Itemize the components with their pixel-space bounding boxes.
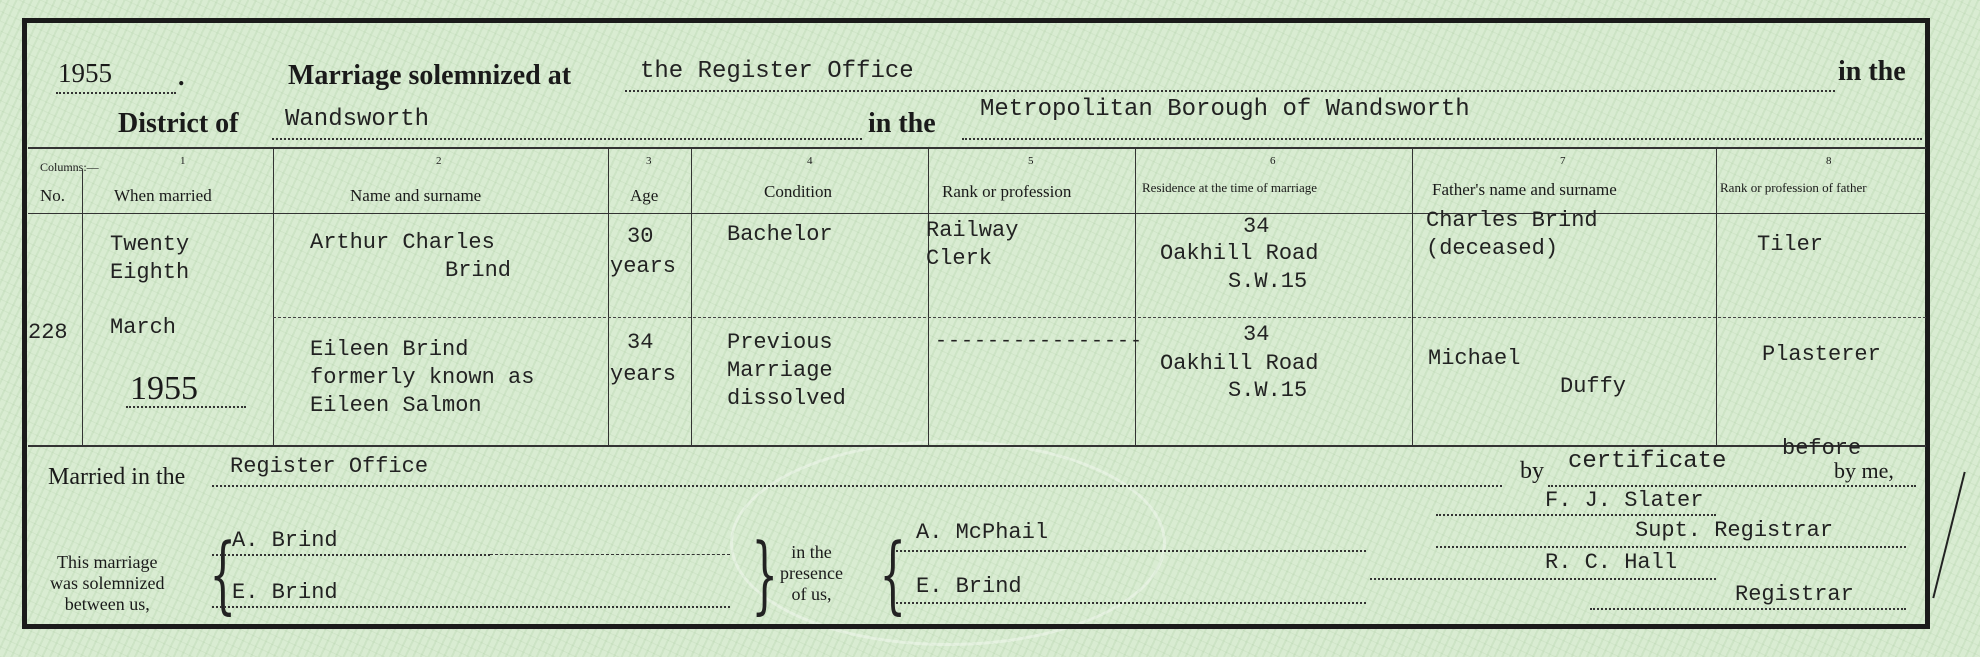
district-rule: [272, 138, 862, 140]
groom-father-line-2: (deceased): [1426, 236, 1559, 261]
bride-residence-line-3: S.W.15: [1228, 378, 1308, 403]
header-age: Age: [630, 186, 659, 205]
by-label: by: [1520, 458, 1544, 484]
row-divider: [273, 317, 1926, 318]
married-in-value: Register Office: [230, 454, 429, 479]
sig-groom-rule-extension: [490, 554, 730, 555]
solemnized-line-2: was solemnized: [50, 573, 165, 593]
sig-groom-rule: [212, 554, 490, 556]
married-in-rule: [212, 485, 1502, 487]
married-in-label: Married in the: [48, 464, 186, 490]
officer-1-name: F. J. Slater: [1545, 488, 1704, 513]
year-rule: [56, 92, 176, 94]
witness-1-rule: [896, 550, 1366, 552]
header-father-name: Father's name and surname: [1432, 180, 1617, 199]
officer-2-name: R. C. Hall: [1545, 550, 1678, 575]
bride-name-line-3: Eileen Salmon: [310, 393, 482, 418]
col-divider-5: [928, 147, 929, 445]
officer-1-title: Supt. Registrar: [1635, 518, 1834, 543]
column-number-2: 2: [436, 155, 442, 167]
columns-label: Columns:—: [40, 160, 99, 174]
col-divider-8: [1716, 147, 1717, 445]
entry-number: 228: [28, 320, 68, 345]
table-bottom-rule: [28, 445, 1926, 447]
witness-2: E. Brind: [916, 574, 1022, 599]
col-divider-7: [1412, 147, 1413, 445]
signature-groom: A. Brind: [232, 528, 338, 553]
col-divider-4: [691, 147, 692, 445]
by-me-label: by me,: [1834, 458, 1894, 483]
date-year: 1955: [130, 370, 198, 407]
in-the-label-2: in the: [868, 108, 936, 139]
bride-rank-dash: ----------------: [935, 330, 1144, 353]
column-number-5: 5: [1028, 155, 1034, 167]
bride-father-line-1: Michael: [1428, 346, 1521, 371]
presence-line-1: in the: [791, 542, 832, 562]
presence-line-3: of us,: [791, 584, 832, 604]
bride-father-line-2: Duffy: [1560, 374, 1627, 399]
signature-bride: E. Brind: [232, 580, 338, 605]
groom-age-unit: years: [610, 254, 677, 279]
groom-father-rank: Tiler: [1757, 232, 1824, 257]
left-brace: {: [209, 525, 237, 623]
officer-1-title-rule: [1436, 546, 1906, 548]
column-number-8: 8: [1826, 155, 1832, 167]
groom-residence-line-1: 34: [1243, 214, 1270, 239]
before-label: before: [1782, 436, 1862, 461]
district-name: Wandsworth: [285, 106, 430, 133]
groom-rank-line-2: Clerk: [926, 246, 993, 271]
header-father-rank: Rank or profession of father: [1720, 180, 1867, 195]
groom-condition: Bachelor: [727, 222, 833, 247]
column-number-1: 1: [180, 155, 186, 167]
entry-year: 1955: [58, 58, 112, 88]
place-rule: [625, 90, 1835, 92]
bride-age-unit: years: [610, 362, 677, 387]
date-line-1: Twenty: [110, 232, 190, 257]
bride-condition-line-1: Previous: [727, 330, 833, 355]
groom-father-line-1: Charles Brind: [1426, 208, 1598, 233]
bride-residence-line-1: 34: [1243, 322, 1270, 347]
officer-2-rule: [1370, 578, 1716, 580]
bride-condition-line-2: Marriage: [727, 358, 833, 383]
groom-residence-line-2: Oakhill Road: [1160, 241, 1319, 266]
header-residence: Residence at the time of marriage: [1142, 180, 1318, 195]
presence-block: [780, 542, 843, 605]
groom-age-number: 30: [627, 224, 654, 249]
bride-name-line-2: formerly known as: [310, 365, 535, 390]
header-bottom-rule: [28, 213, 1926, 214]
header-name: Name and surname: [350, 186, 482, 205]
solemnized-line-1: This marriage: [57, 552, 158, 572]
header-condition: Condition: [764, 182, 833, 201]
solemnized-between-block: [50, 552, 164, 615]
groom-name-line-2: Brind: [445, 258, 512, 283]
bride-residence-line-2: Oakhill Road: [1160, 351, 1319, 376]
by-value: certificate: [1568, 448, 1727, 475]
groom-residence-line-3: S.W.15: [1228, 269, 1308, 294]
witness-2-rule: [896, 602, 1366, 604]
column-number-6: 6: [1270, 155, 1276, 167]
bride-age-number: 34: [627, 330, 654, 355]
sig-bride-rule: [212, 606, 730, 608]
officer-2-title: Registrar: [1735, 582, 1854, 607]
bride-name-line-1: Eileen Brind: [310, 337, 469, 362]
right-brace: {: [879, 525, 907, 623]
middle-close-brace: }: [751, 525, 779, 623]
date-year-rule: [126, 406, 246, 408]
presence-line-2: presence: [780, 563, 843, 583]
borough-name: Metropolitan Borough of Wandsworth: [980, 96, 1470, 123]
officer-2-title-rule: [1590, 608, 1906, 610]
bride-condition-line-3: dissolved: [727, 386, 846, 411]
officer-1-rule: [1436, 514, 1716, 516]
witness-1: A. McPhail: [916, 520, 1049, 545]
col-divider-1: [82, 170, 83, 445]
col-divider-3: [608, 147, 609, 445]
header-when-married: When married: [114, 186, 212, 205]
header-rank: Rank or profession: [942, 182, 1072, 201]
column-number-3: 3: [646, 155, 652, 167]
header-no: No.: [40, 186, 66, 205]
table-top-rule: [28, 147, 1926, 149]
year-period: .: [178, 62, 185, 91]
by-rule: [1548, 485, 1916, 487]
col-divider-6: [1135, 147, 1136, 445]
groom-name-line-1: Arthur Charles: [310, 230, 495, 255]
borough-rule: [962, 138, 1922, 140]
date-line-2: Eighth: [110, 260, 190, 285]
district-label: District of: [118, 108, 239, 139]
bride-father-rank: Plasterer: [1762, 342, 1881, 367]
solemnized-line-3: between us,: [64, 594, 150, 614]
date-month: March: [110, 315, 177, 340]
solemnized-at-label: Marriage solemnized at: [288, 60, 572, 91]
column-number-7: 7: [1560, 155, 1566, 167]
column-number-4: 4: [807, 155, 813, 167]
col-divider-2: [273, 147, 274, 445]
solemnized-place: the Register Office: [640, 58, 914, 85]
groom-rank-line-1: Railway: [926, 218, 1019, 243]
in-the-label: in the: [1838, 56, 1906, 87]
